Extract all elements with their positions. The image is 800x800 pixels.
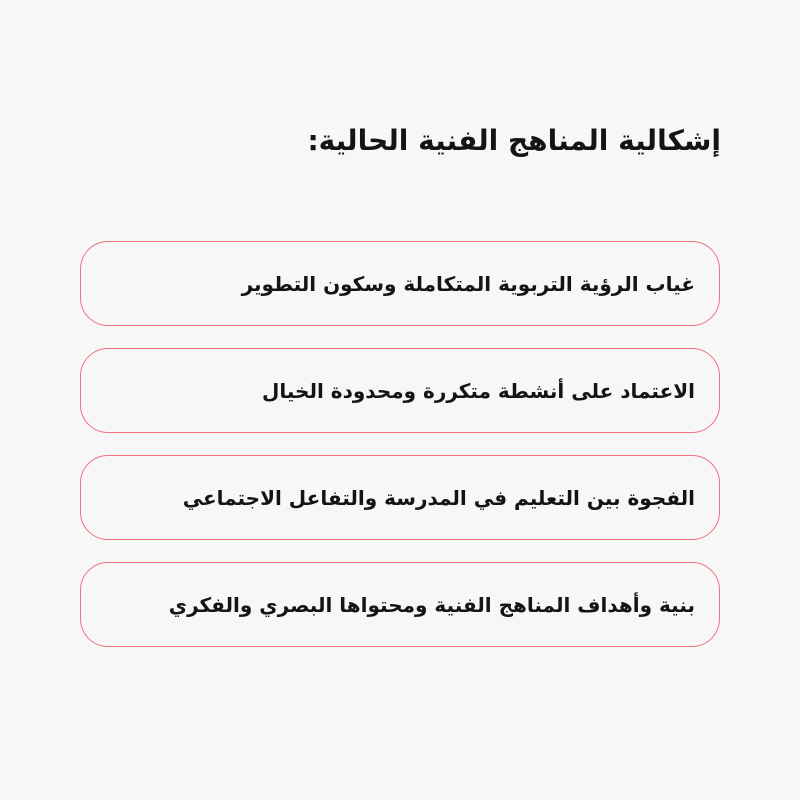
page-title: إشكالية المناهج الفنية الحالية: [307, 124, 721, 157]
problems-list [80, 241, 720, 669]
problem-card-text: الفجوة بين التعليم في المدرسة والتفاعل الاجتماعي [182, 485, 695, 510]
problem-card [80, 348, 720, 433]
problem-card-text: الاعتماد على أنشطة متكررة ومحدودة الخيال [262, 378, 695, 403]
problem-card [80, 241, 720, 326]
problem-card-text: بنية وأهداف المناهج الفنية ومحتواها البصري والفكري [168, 592, 695, 617]
problem-card [80, 562, 720, 647]
problem-card-text: غياب الرؤية التربوية المتكاملة وسكون التطوير [241, 271, 695, 296]
problem-card [80, 455, 720, 540]
